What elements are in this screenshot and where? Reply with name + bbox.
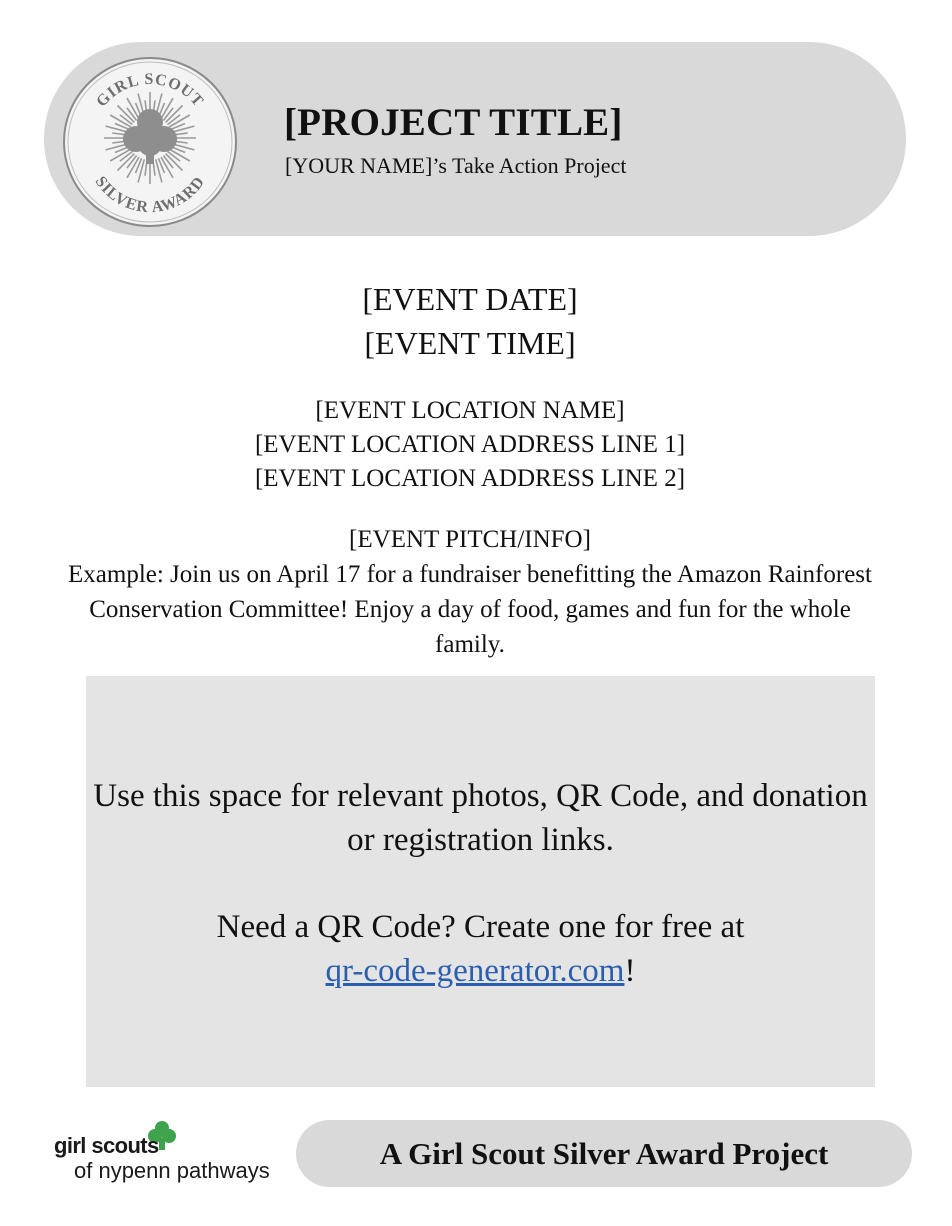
svg-text:GIRL SCOUT: GIRL SCOUT (93, 70, 207, 111)
photo-instructions: Use this space for relevant photos, QR Code, and donation or registration links. (93, 778, 868, 858)
girl-scouts-logo (54, 1120, 284, 1186)
logo-text-secondary: of nypenn pathways (74, 1158, 270, 1183)
event-address-line-2: [EVENT LOCATION ADDRESS LINE 2] (254, 465, 686, 492)
qr-generator-link[interactable]: qr-code-generator.com (325, 953, 625, 989)
event-location-name: [EVENT LOCATION NAME] (315, 397, 625, 424)
footer-banner (296, 1120, 912, 1187)
project-subtitle: [YOUR NAME]’s Take Action Project (285, 153, 627, 178)
logo-text-primary: girl scouts (54, 1133, 159, 1158)
photo-placeholder-box (86, 676, 875, 1087)
event-pitch-example: Example: Join us on April 17 for a fundraiser benefitting the Amazon Rainforest Conservation Committee! Enjoy a day of food, games and fun for the whole family. (68, 561, 872, 658)
qr-prompt: Need a QR Code? Create one for free at (216, 909, 745, 945)
event-pitch-label: [EVENT PITCH/INFO] (349, 526, 591, 553)
event-time: [EVENT TIME] (364, 325, 576, 361)
silver-award-badge-icon (62, 56, 238, 228)
project-title: [PROJECT TITLE] (284, 101, 623, 144)
footer-tagline: A Girl Scout Silver Award Project (379, 1136, 829, 1171)
qr-suffix: ! (624, 953, 636, 989)
qr-code-note (86, 905, 875, 993)
svg-text:SILVER AWARD: SILVER AWARD (91, 173, 209, 217)
event-date: [EVENT DATE] (362, 281, 578, 317)
event-address-line-1: [EVENT LOCATION ADDRESS LINE 1] (254, 431, 686, 458)
